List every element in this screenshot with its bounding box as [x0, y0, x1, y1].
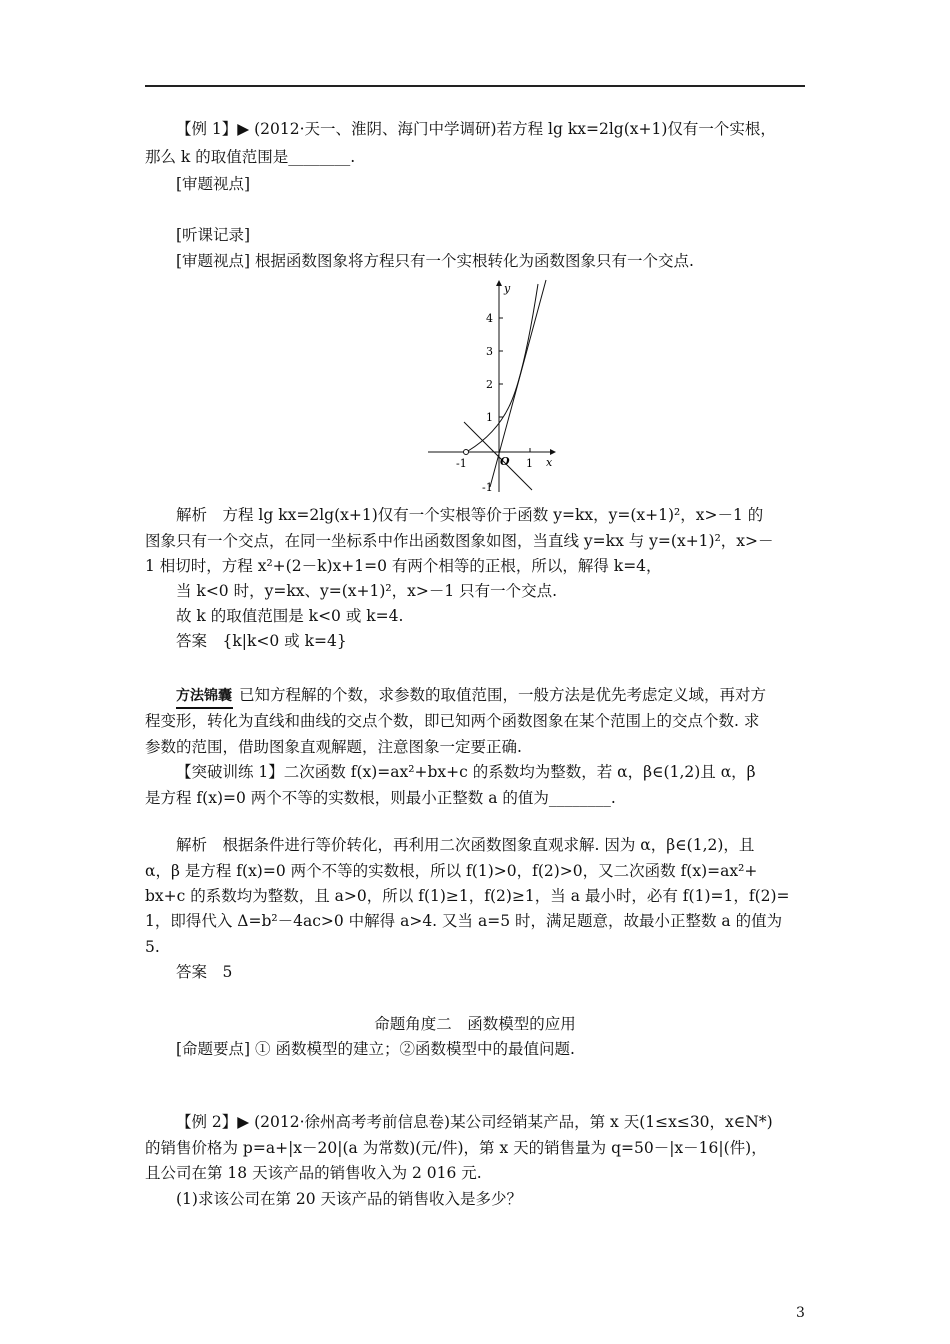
answer-2: 答案 5 — [176, 963, 233, 981]
solution-2-line-5: 5. — [145, 938, 160, 956]
example-1-line-1: 【例 1】▶ (2012·天一、淮阴、海门中学调研)若方程 lg kx=2lg(x+1)仅有一个实根， — [176, 120, 776, 138]
key-points: [命题要点] ① 函数模型的建立；②函数模型中的最值问题. — [176, 1040, 575, 1058]
lecture-notes-heading: [听课记录] — [176, 226, 251, 244]
method-tip-line-3: 参数的范围，借助图象直观解题，注意图象一定要正确. — [145, 738, 522, 756]
solution-1-line-4: 当 k<0 时，y=kx、y=(x+1)²，x>－1 只有一个交点. — [176, 582, 558, 600]
function-graph — [420, 272, 560, 497]
answer-1: 答案 {k|k<0 或 k=4} — [176, 632, 347, 650]
example-2-line-2: 的销售价格为 p=a+|x－20|(a 为常数)(元/件)，第 x 天的销售量为 q=50－|x－16|(件)， — [145, 1139, 767, 1157]
x-tick-label: 1 — [526, 457, 533, 470]
example-1-line-2: 那么 k 的取值范围是________. — [145, 148, 356, 166]
solution-1-line-3: 1 相切时，方程 x²+(2－k)x+1=0 有两个相等的正根，所以，解得 k=4， — [145, 557, 662, 575]
solution-1-line-1: 解析 方程 lg kx=2lg(x+1)仅有一个实根等价于函数 y=kx，y=(x+1)²，x>－1 的 — [176, 506, 764, 524]
method-tip-line-2: 程变形，转化为直线和曲线的交点个数，即已知两个函数图象在某个范围上的交点个数. 求 — [145, 712, 760, 730]
example-2-question-1: (1)求该公司在第 20 天该产品的销售收入是多少？ — [176, 1190, 523, 1208]
training-1-line-1: 【突破训练 1】二次函数 f(x)=ax²+bx+c 的系数均为整数，若 α，β∈(1,2)且 α，β — [176, 763, 756, 781]
example-2-line-3: 且公司在第 18 天该产品的销售收入为 2 016 元. — [145, 1164, 482, 1182]
header-rule — [145, 85, 805, 87]
x-tick-label: -1 — [456, 457, 467, 470]
y-tick-label: 4 — [486, 312, 493, 325]
y-axis-label: y — [504, 282, 511, 295]
solution-1-line-2: 图象只有一个交点，在同一坐标系中作出函数图象如图，当直线 y=kx 与 y=(x+1)²，x>－ — [145, 532, 774, 550]
solution-2-line-3: bx+c 的系数均为整数，且 a>0，所以 f(1)≥1，f(2)≥1，当 a 最小时，必有 f(1)=1，f(2)= — [145, 887, 790, 905]
solution-2-line-4: 1，即得代入 Δ=b²－4ac>0 中解得 a>4. 又当 a=5 时，满足题意，故最小正整数 a 的值为 — [145, 912, 783, 930]
example-2-line-1: 【例 2】▶ (2012·徐州高考考前信息卷)某公司经销某产品，第 x 天(1≤x≤30，x∈N*) — [176, 1113, 773, 1131]
solution-1-line-5: 故 k 的取值范围是 k<0 或 k=4. — [176, 607, 404, 625]
y-tick-label: 2 — [486, 378, 493, 391]
page-number: 3 — [796, 1305, 805, 1321]
analysis-viewpoint-heading: [审题视点] — [176, 175, 251, 193]
y-tick-label: 1 — [486, 411, 493, 424]
method-tip-line-1: 方法锦囊 已知方程解的个数，求参数的取值范围，一般方法是优先考虑定义域，再对方 — [176, 685, 766, 709]
x-axis-label: x — [546, 456, 553, 469]
analysis-viewpoint-text: [审题视点] 根据函数图象将方程只有一个实根转化为函数图象只有一个交点. — [176, 252, 694, 270]
solution-2-line-1: 解析 根据条件进行等价转化，再利用二次函数图象直观求解. 因为 α，β∈(1,2)，且 — [176, 836, 755, 854]
y-tick-label: -1 — [482, 481, 493, 494]
solution-2-line-2: α，β 是方程 f(x)=0 两个不等的实数根，所以 f(1)>0，f(2)>0，又二次函数 f(x)=ax²+ — [145, 862, 758, 880]
training-1-line-2: 是方程 f(x)=0 两个不等的实数根，则最小正整数 a 的值为________. — [145, 789, 616, 807]
origin-label: O — [500, 455, 510, 468]
y-tick-label: 3 — [486, 345, 493, 358]
method-tag: 方法锦囊 — [176, 686, 233, 709]
section-heading: 命题角度二 函数模型的应用 — [374, 1015, 576, 1033]
